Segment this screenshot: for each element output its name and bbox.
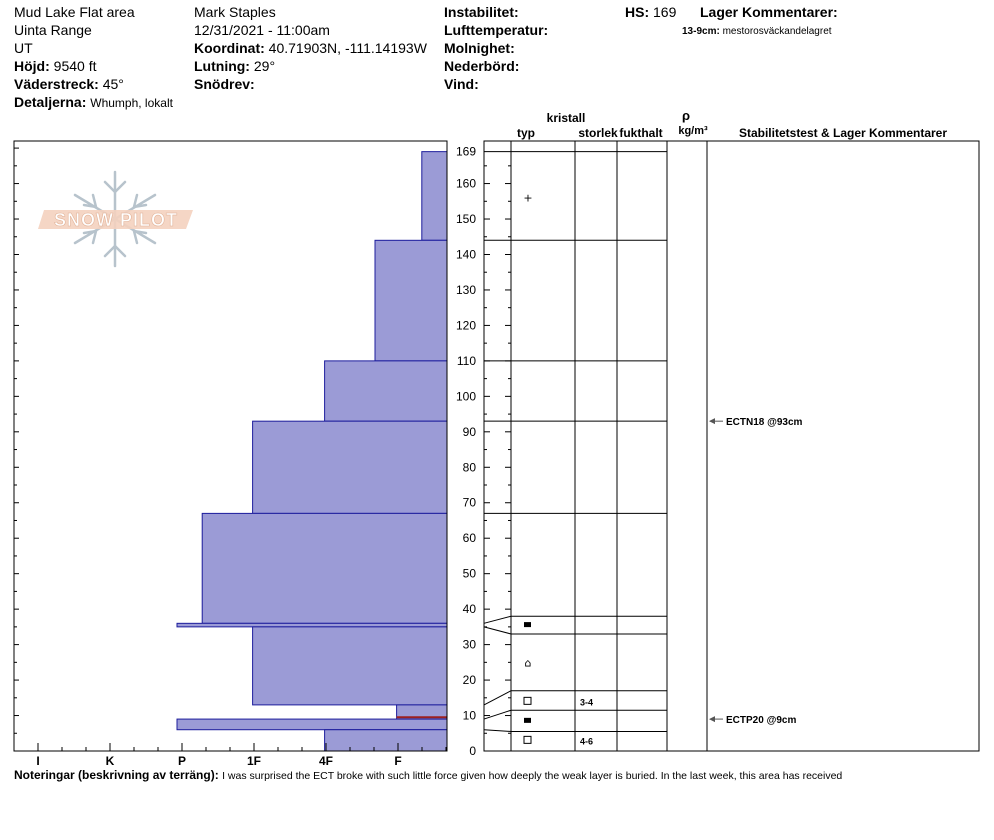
observer-name: Mark Staples (194, 4, 276, 20)
hardness-bar (202, 513, 447, 623)
depth-tick-label: 20 (462, 673, 476, 688)
observation-datetime: 12/31/2021 - 11:00am (194, 22, 330, 38)
moisture-header: fukthalt (619, 126, 663, 140)
hs-label: HS: (625, 4, 650, 20)
crystal-size: 4-6 (580, 736, 594, 747)
aspect-label: Väderstreck: (14, 76, 99, 92)
hardness-tick-label: F (394, 754, 402, 768)
hardness-bar (177, 623, 447, 627)
hardness-tick-label: 4F (318, 754, 334, 768)
hardness-bar (253, 421, 447, 513)
hardness-bar (325, 361, 447, 421)
crystal-symbol (524, 718, 531, 723)
layer-comments-label: Lager Kommentarer: (700, 4, 838, 20)
elevation-label: Höjd: (14, 58, 50, 74)
depth-tick-label: 50 (462, 566, 476, 581)
depth-tick-label: 150 (455, 212, 476, 227)
slope-label: Lutning: (194, 58, 250, 74)
depth-tick-label: 169 (455, 144, 476, 159)
stability-header: Stabilitetstest & Lager Kommentarer (738, 126, 948, 140)
depth-tick-label: 90 (462, 424, 476, 439)
crystal-header: kristall (546, 111, 586, 125)
elevation-value: 9540 ft (53, 58, 97, 74)
depth-tick-label: 40 (462, 602, 476, 617)
details-value: Whumph, lokalt (90, 96, 173, 110)
precip-label: Nederbörd: (444, 58, 520, 74)
snowpilot-logo (38, 172, 193, 266)
depth-tick-label: 70 (462, 495, 476, 510)
hardness-bar (325, 730, 447, 751)
depth-tick-label: 160 (455, 176, 476, 191)
instability-label: Instabilitet: (444, 4, 519, 20)
hs-value: 169 (653, 4, 677, 20)
test-arrow-head (709, 418, 715, 424)
location-name: Mud Lake Flat area (14, 4, 135, 20)
table-frame (484, 141, 979, 751)
test-arrow-head (709, 716, 715, 722)
density-unit-header: kg/m³ (678, 125, 708, 137)
mountain-range: Uinta Range (14, 22, 92, 38)
aspect-value: 45° (102, 76, 124, 92)
hardness-tick-label: P (177, 754, 187, 768)
depth-tick-label: 100 (455, 389, 476, 404)
wind-label: Vind: (444, 76, 479, 92)
crystal-symbol (524, 736, 531, 743)
hardness-tick-label: 1F (246, 754, 262, 768)
rho-header: ρ (681, 108, 691, 123)
logo-text: SNOW PILOT (54, 210, 178, 230)
depth-tick-label: 10 (462, 708, 476, 723)
layer-comment-text: mestorosväckandelagret (722, 26, 832, 37)
depth-tick-label: 120 (455, 318, 476, 333)
type-header: typ (517, 126, 535, 140)
depth-tick-label: 30 (462, 637, 476, 652)
depth-tick-label: 60 (462, 531, 476, 546)
layer-comment-depth: 13-9cm: (682, 26, 720, 37)
stability-test-label: ECTN18 @93cm (726, 417, 803, 429)
details-label: Detaljerna: (14, 94, 87, 110)
hardness-bar (253, 627, 447, 705)
hardness-bar (375, 240, 447, 361)
depth-tick-label: 0 (469, 744, 476, 758)
crystal-symbol (524, 697, 531, 704)
hardness-tick-label: K (105, 754, 115, 768)
cloud-label: Molnighet: (444, 40, 515, 56)
hardness-bar (422, 152, 447, 241)
crystal-symbol: ⌂ (524, 656, 532, 670)
notes-text: I was surprised the ECT broke with such little force given how deeply the weak layer is buried. In the last week, this area has received (222, 770, 843, 782)
drift-label: Snödrev: (194, 76, 255, 92)
coordinate-value: 40.71903N, -111.14193W (268, 40, 427, 56)
size-header: storlek (578, 126, 618, 140)
hardness-tick-label: I (36, 754, 40, 768)
coordinate-label: Koordinat: (194, 40, 265, 56)
notes-label: Noteringar (beskrivning av terräng): (14, 768, 219, 782)
depth-tick-label: 130 (455, 282, 476, 297)
crystal-size: 3-4 (580, 697, 594, 708)
depth-tick-label: 110 (456, 353, 476, 368)
depth-tick-label: 80 (462, 460, 476, 475)
depth-tick-label: 140 (455, 247, 476, 262)
slope-value: 29° (253, 58, 276, 74)
crystal-symbol (524, 622, 531, 627)
hardness-bar (177, 719, 447, 730)
state: UT (14, 40, 33, 56)
airtemp-label: Lufttemperatur: (444, 22, 549, 38)
stability-test-label: ECTP20 @9cm (726, 715, 797, 727)
crystal-symbol: + (523, 191, 533, 205)
